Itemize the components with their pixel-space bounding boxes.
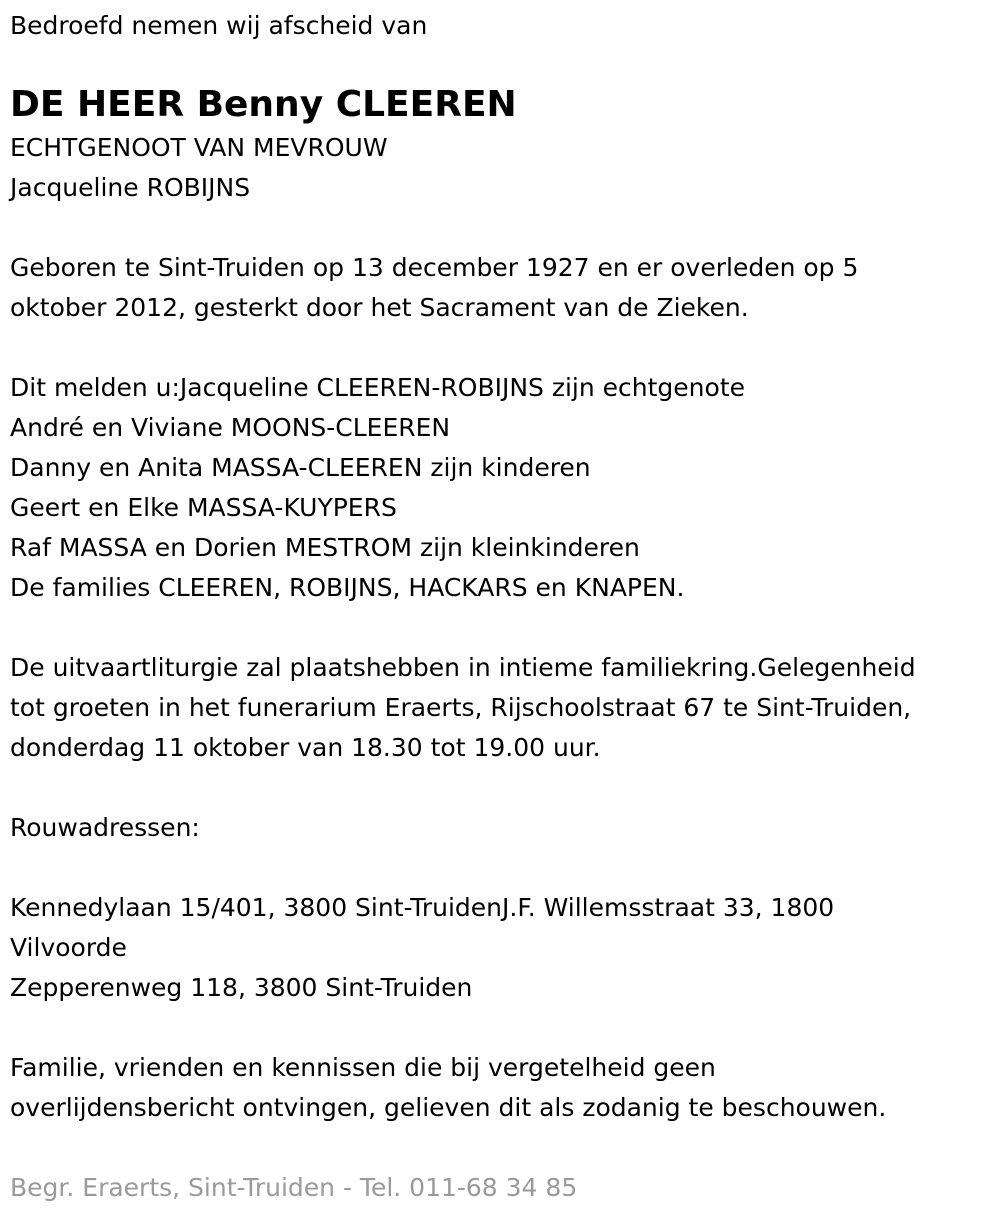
paragraph-line: De uitvaartliturgie zal plaatshebben in intieme familiekring.Gelegenheid — [10, 653, 916, 682]
announcer-line: Dit melden u:Jacqueline CLEEREN-ROBIJNS zijn echtgenote — [10, 373, 746, 402]
address-line: Kennedylaan 15/401, 3800 Sint-TruidenJ.F. Willemsstraat 33, 1800 — [10, 893, 835, 922]
announcers-list — [10, 368, 990, 608]
funeral-paragraph — [10, 648, 990, 768]
paragraph-line: Geboren te Sint-Truiden op 13 december 1927 en er overleden op 5 — [10, 253, 859, 282]
address-line: Vilvoorde — [10, 933, 127, 962]
intro-text: Bedroefd nemen wij afscheid van — [10, 11, 428, 40]
funeral-home-footer: Begr. Eraerts, Sint-Truiden - Tel. 011-68 34 85 — [10, 1173, 578, 1202]
spouse-title: ECHTGENOOT VAN MEVROUW — [10, 133, 388, 162]
paragraph-line: Familie, vrienden en kennissen die bij vergetelheid geen — [10, 1053, 716, 1082]
addresses-list — [10, 888, 990, 1008]
announcer-line: Geert en Elke MASSA-KUYPERS — [10, 493, 397, 522]
closing-paragraph — [10, 1048, 990, 1128]
announcer-line: Danny en Anita MASSA-CLEEREN zijn kinderen — [10, 453, 591, 482]
paragraph-line: oktober 2012, gesterkt door het Sacrament van de Zieken. — [10, 293, 749, 322]
paragraph-line: donderdag 11 oktober van 18.30 tot 19.00 uur. — [10, 733, 601, 762]
paragraph-line: overlijdensbericht ontvingen, gelieven dit als zodanig te beschouwen. — [10, 1093, 887, 1122]
announcer-line: André en Viviane MOONS-CLEEREN — [10, 413, 451, 442]
deceased-name: DE HEER Benny CLEEREN — [10, 84, 517, 125]
address-line: Zepperenweg 118, 3800 Sint-Truiden — [10, 973, 473, 1002]
announcer-line: Raf MASSA en Dorien MESTROM zijn kleinkinderen — [10, 533, 640, 562]
paragraph-line: tot groeten in het funerarium Eraerts, Rijschoolstraat 67 te Sint-Truiden, — [10, 693, 912, 722]
birth-death-paragraph — [10, 248, 990, 328]
announcer-line: De families CLEEREN, ROBIJNS, HACKARS en KNAPEN. — [10, 573, 685, 602]
addresses-heading: Rouwadressen: — [10, 813, 200, 842]
spouse-name: Jacqueline ROBIJNS — [10, 173, 251, 202]
